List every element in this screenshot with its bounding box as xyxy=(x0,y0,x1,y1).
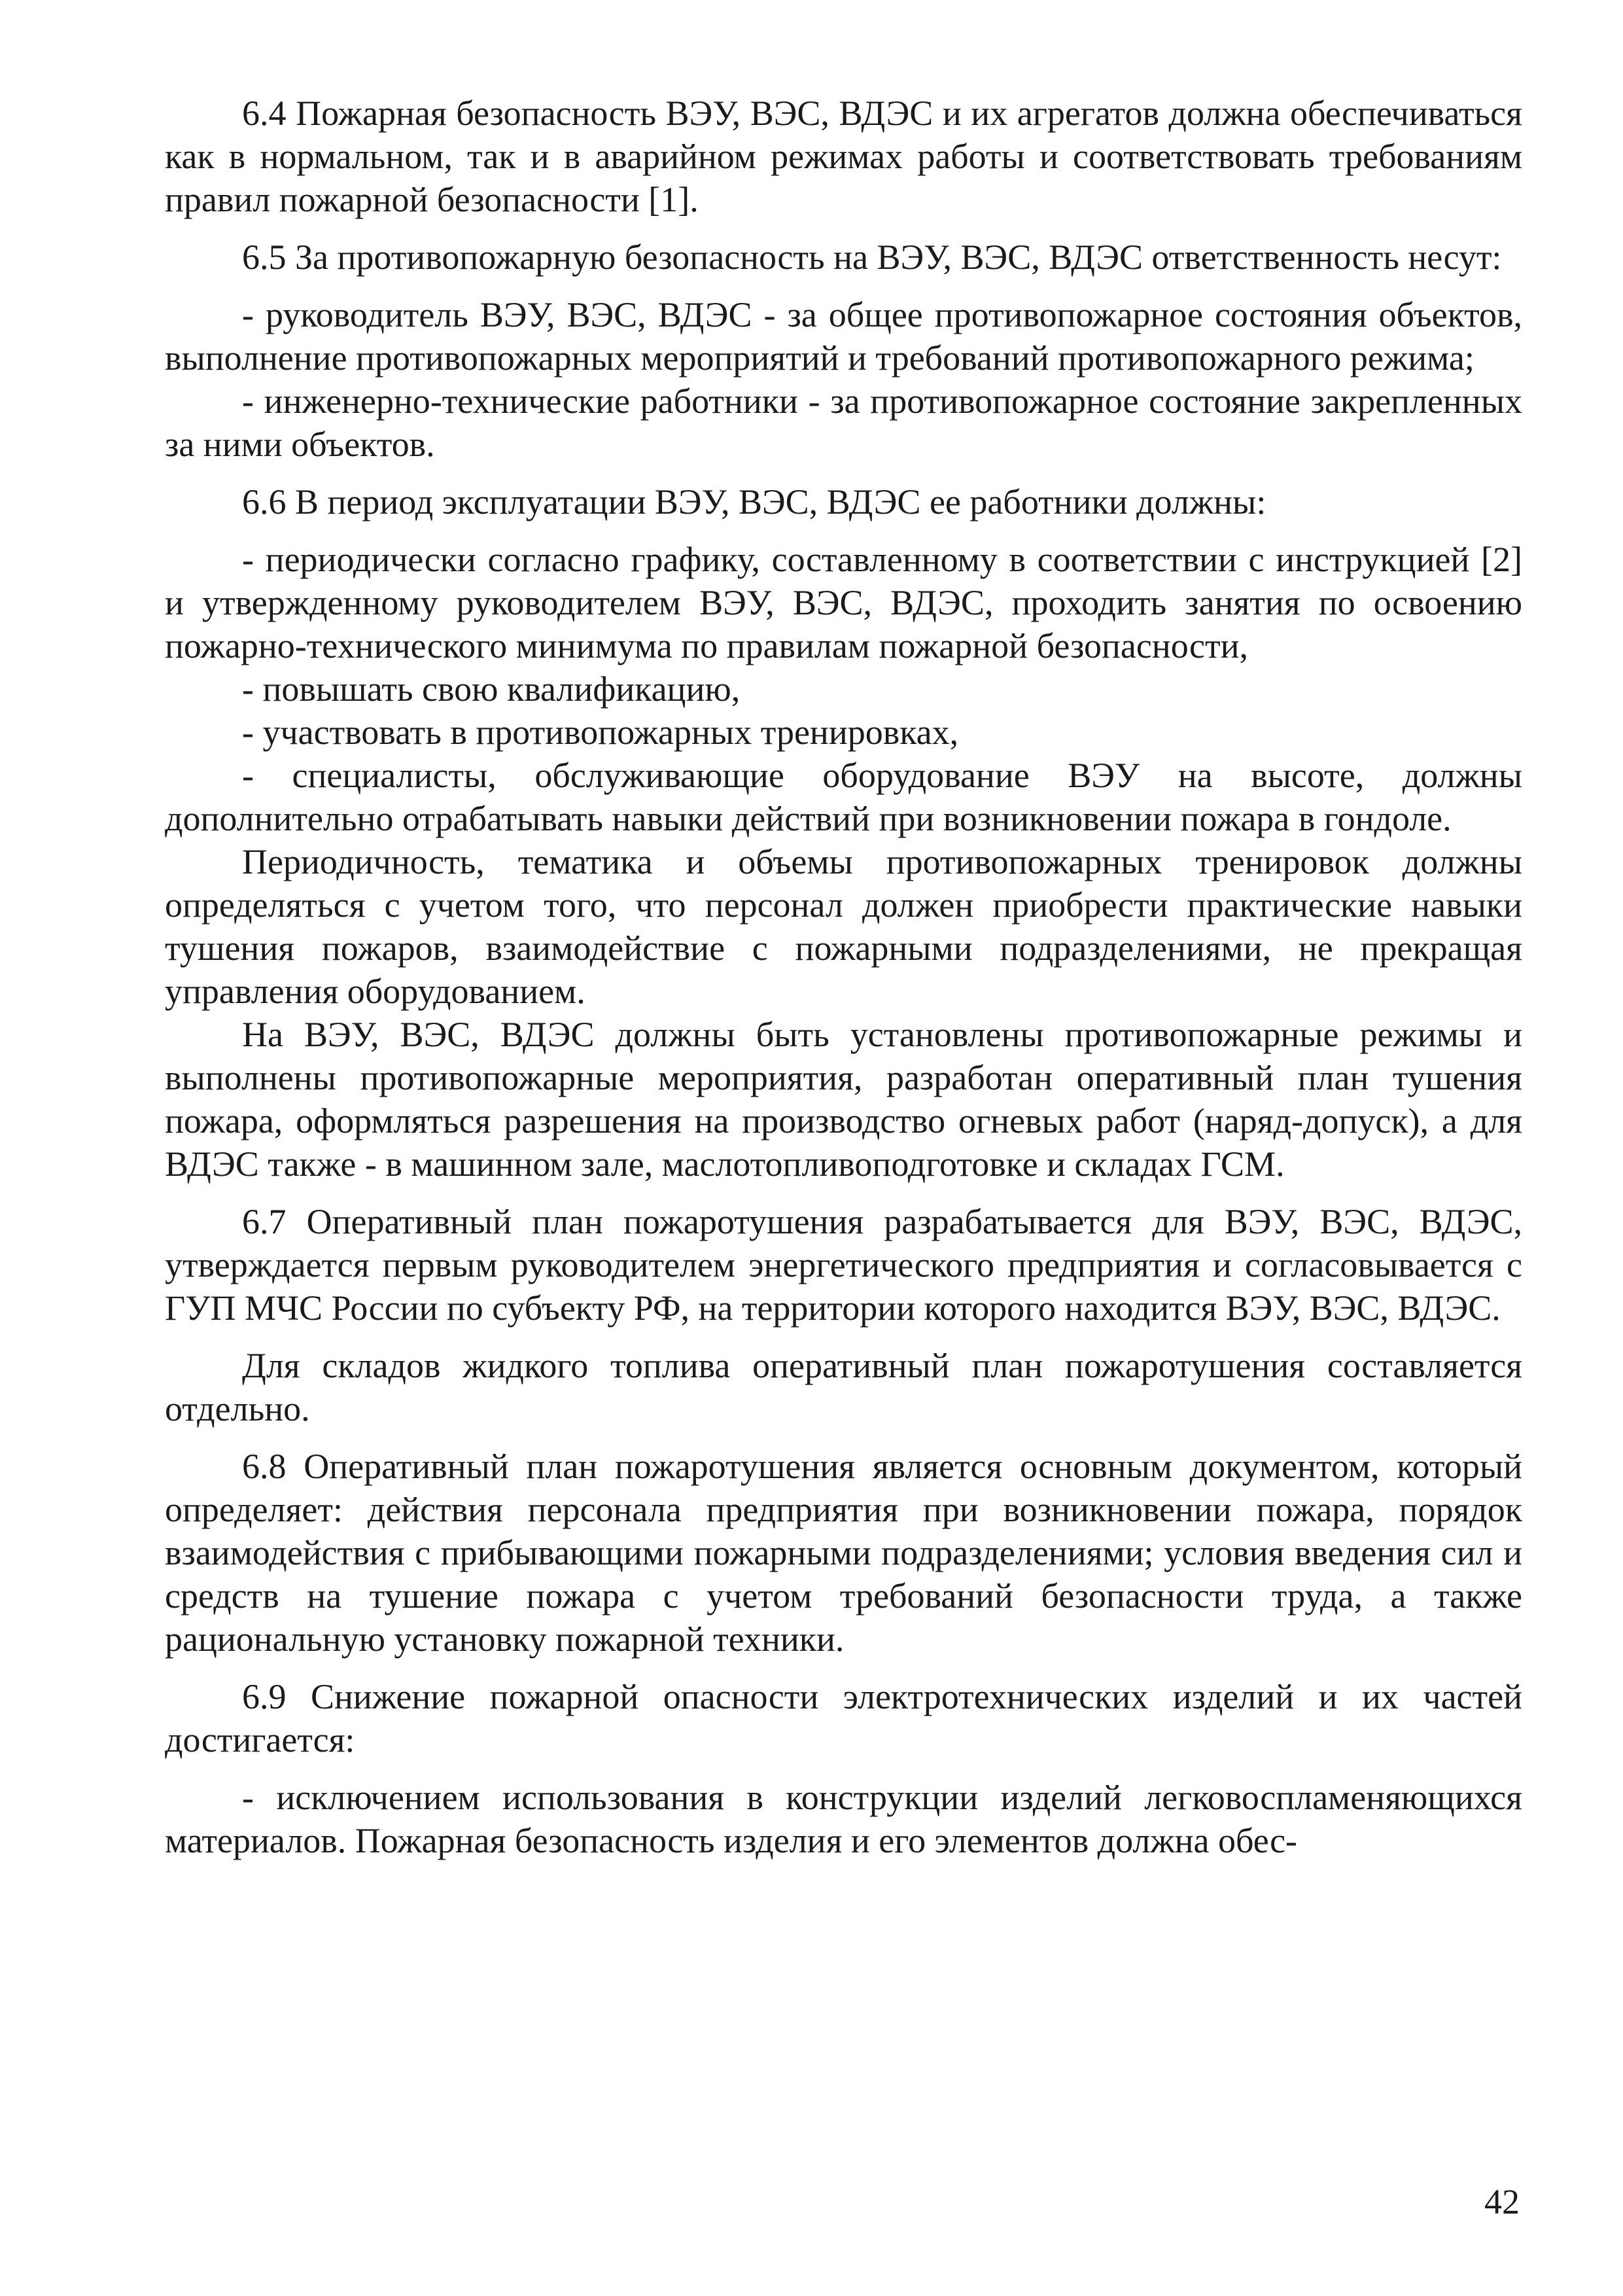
list-item-flammable-materials: - исключением использования в конструкции изделий легковоспламеняющихся материалов. Пожарная безопасность изделия и его элементов должна обес- xyxy=(165,1778,1522,1860)
paragraph-6-6: 6.6 В период эксплуатации ВЭУ, ВЭС, ВДЭС ее работники должны: xyxy=(242,482,1266,521)
list-item-training: - периодически согласно графику, составленному в соответствии с инструкцией [2] и утвержденному руководителем ВЭУ, ВЭС, ВДЭС, проходить занятия по освоению пожарно-технического минимума по правилам пожарной безопасности, xyxy=(165,540,1522,665)
paragraph-drills-frequency: Периодичность, тематика и объемы противопожарных тренировок должны определяться с учетом того, что персонал должен приобрести практические навыки тушения пожаров, взаимодействие с пожарными подразделениями, не прекращая управления оборудованием. xyxy=(165,842,1522,1011)
list-item-qualification: - повышать свою квалификацию, xyxy=(242,669,741,709)
paragraph-6-8: 6.8 Оперативный план пожаротушения является основным документом, который определяет: действия персонала предприятия при возникновении пожара, порядок взаимодействия с прибывающими пожарными подразделениями; условия введения сил и средств на тушение пожара с учетом требований безопасности труда, а также рациональную установку пожарной техники. xyxy=(165,1447,1522,1659)
paragraph-fire-regimes: На ВЭУ, ВЭС, ВДЭС должны быть установлены противопожарные режимы и выполнены противопожарные мероприятия, разработан оперативный план тушения пожара, оформляться разрешения на производство огневых работ (наряд-допуск), а для ВДЭС также - в машинном зале, маслотопливоподготовке и складах ГСМ. xyxy=(165,1015,1522,1184)
list-item-engineers: - инженерно-технические работники - за противопожарное состояние закрепленных за ними объектов. xyxy=(165,381,1522,464)
paragraph-6-4: 6.4 Пожарная безопасность ВЭУ, ВЭС, ВДЭС и их агрегатов должна обеспечиваться как в нормальном, так и в аварийном режимах работы и соответствовать требованиям правил пожарной безопасности [1]. xyxy=(165,94,1522,219)
list-item-height-specialists: - специалисты, обслуживающие оборудование ВЭУ на высоте, должны дополнительно отрабатывать навыки действий при возникновении пожара в гондоле. xyxy=(165,756,1522,838)
list-item-drills: - участвовать в противопожарных тренировках, xyxy=(242,713,959,752)
page-number: 42 xyxy=(1484,2182,1520,2221)
paragraph-fuel-storage: Для складов жидкого топлива оперативный план пожаротушения составляется отдельно. xyxy=(165,1346,1522,1428)
page-body xyxy=(165,92,1522,1862)
paragraph-6-7: 6.7 Оперативный план пожаротушения разрабатывается для ВЭУ, ВЭС, ВДЭС, утверждается первым руководителем энергетического предприятия и согласовывается с ГУП МЧС России по субъекту РФ, на территории которого находится ВЭУ, ВЭС, ВДЭС. xyxy=(165,1202,1522,1328)
paragraph-6-5: 6.5 За противопожарную безопасность на ВЭУ, ВЭС, ВДЭС ответственность несут: xyxy=(242,238,1502,277)
list-item-manager: - руководитель ВЭУ, ВЭС, ВДЭС - за общее противопожарное состояния объектов, выполнение противопожарных мероприятий и требований противопожарного режима; xyxy=(165,295,1522,378)
paragraph-6-9: 6.9 Снижение пожарной опасности электротехнических изделий и их частей достигается: xyxy=(165,1677,1522,1759)
